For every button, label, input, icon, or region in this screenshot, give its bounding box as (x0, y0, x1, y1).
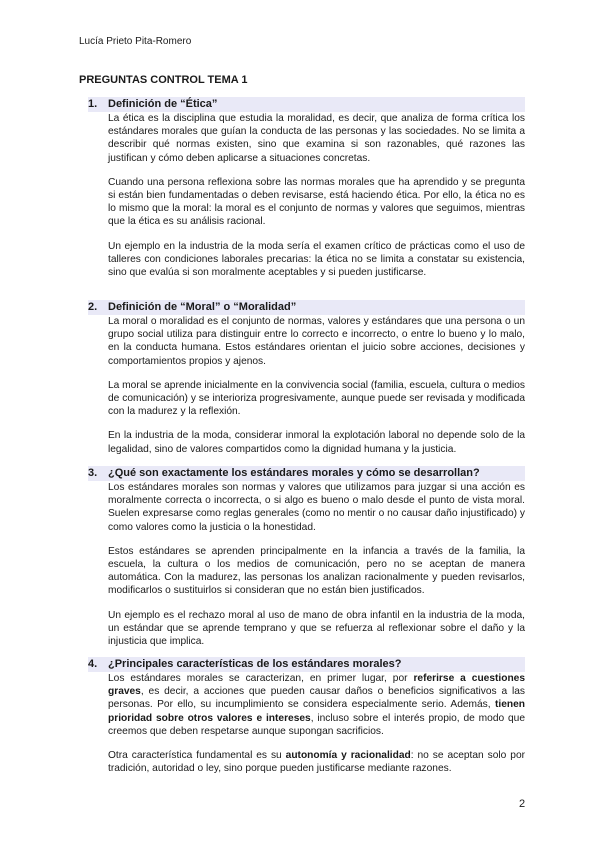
text-run: Los estándares morales se caracterizan, en primer lugar, por (108, 673, 414, 684)
text-run: En la industria de la moda, considerar inmoral la explotación laboral no depende solo de la legalidad, sino de valores compartidos como la dignidad humana y la justicia. (108, 430, 525, 455)
text-run: La moral se aprende inicialmente en la convivencia social (familia, escuela, cultura o medios de comunicación) y se interioriza progresivamente, aunque puede ser revisada y modificada con la madurez y la reflexión. (108, 379, 525, 418)
paragraph (108, 481, 525, 534)
paragraph (108, 176, 525, 229)
paragraph (108, 379, 525, 419)
text-run: Cuando una persona reflexiona sobre las normas morales que ha aprendido y se pregunta si están bien fundamentadas o deben revisarse, está haciendo ética. Por ello, la ética no es lo mismo que la moral: la moral es el conjunto de normas y valores que seguimos, mientras que la ética es su análisis racional. (108, 176, 525, 228)
section-number: 3. (88, 467, 98, 479)
paragraph (108, 240, 525, 280)
section-body (88, 112, 525, 279)
bold-text: autonomía y racionalidad (285, 750, 411, 762)
section-title: Definición de “Moral” o “Moralidad” (108, 301, 297, 313)
paragraph (108, 112, 525, 165)
section-2 (88, 300, 525, 456)
text-run: Estos estándares se aprenden principalmente en la infancia a través de la familia, la escuela, la cultura o los medios de comunicación, pero no se aceptan de manera automática. Con la madurez, las personas los analizan racionalmente y pueden revisarlos, modificarlos o sustituirlos si consideran que no están bien justificados. (108, 545, 525, 597)
paragraph (108, 672, 525, 738)
text-run: Otra característica fundamental es su (108, 750, 286, 762)
text-run: , incluso sobre el interés propio, de modo que creemos que deben respetarse aunque supongan sacrificios. (108, 712, 525, 737)
text-run: , es decir, a acciones que pueden causar daños o beneficios significativos a las personas. Por ello, su incumplimiento se considera especialmente serio. Además, (108, 686, 525, 711)
section-title: ¿Principales características de los estándares morales? (108, 658, 402, 670)
bold-text: tienen prioridad sobre otros valores e intereses (108, 699, 525, 724)
section-number: 1. (88, 98, 98, 110)
page-number: 2 (519, 798, 526, 810)
text-run: La moral o moralidad es el conjunto de normas, valores y estándares que una persona o un grupo social utiliza para distinguir entre lo correcto e incorrecto, o entre lo bueno y lo malo, en la conducta humana. Estos estándares orientan el juicio sobre acciones, decisiones y comportamientos propios y ajenos. (108, 316, 525, 367)
text-run: Un ejemplo es el rechazo moral al uso de mano de obra infantil en la industria de la moda, un estándar que se aprende temprano y que se refuerza al reflexionar sobre el daño y la injusticia que implica. (108, 609, 525, 648)
bold-text: referirse a cuestiones graves (108, 673, 525, 698)
section-3 (88, 466, 525, 648)
section-body (88, 672, 525, 775)
section-body (88, 315, 525, 456)
section-1 (88, 97, 525, 279)
section-number: 4. (88, 658, 98, 670)
section-heading (88, 466, 525, 481)
section-heading (88, 300, 525, 315)
paragraph (108, 545, 525, 598)
section-title: Definición de “Ética” (108, 98, 218, 110)
text-run: Los estándares morales son normas y valores que utilizamos para juzgar si una acción es moralmente correcta o incorrecta, o si algo es bueno o malo desde el punto de vista moral. Suelen expresarse como reglas generales (como no mentir o no causar daño injustificado) y como valores como la justicia o la honestidad. (108, 482, 525, 533)
author-name: Lucía Prieto Pita-Romero (79, 36, 192, 47)
paragraph (108, 429, 525, 455)
text-run: Un ejemplo en la industria de la moda sería el examen crítico de prácticas como el uso de talleres con condiciones laborales precarias: la ética no se limita a constatar su existencia, sino que evalúa si son moralmente aceptables y si pueden justificarse. (108, 240, 525, 279)
document-title: PREGUNTAS CONTROL TEMA 1 (79, 74, 248, 86)
section-body (88, 481, 525, 648)
text-run: La ética es la disciplina que estudia la moralidad, es decir, que analiza de forma crítica los estándares morales que guían la conducta de las personas y las sociedades. No se limita a describir qué normas existen, sino que examina si son razonables, qué razones las justifican y cómo deben aplicarse a situaciones concretas. (108, 113, 525, 164)
section-4 (88, 657, 525, 775)
section-number: 2. (88, 301, 98, 313)
text-run: : no se aceptan solo por tradición, autoridad o ley, sino porque pueden justificarse mediante razones. (108, 750, 526, 775)
section-heading (88, 97, 525, 112)
paragraph (108, 315, 525, 368)
paragraph (108, 609, 525, 649)
section-heading (88, 657, 525, 672)
paragraph (108, 749, 525, 775)
section-title: ¿Qué son exactamente los estándares morales y cómo se desarrollan? (108, 467, 480, 479)
